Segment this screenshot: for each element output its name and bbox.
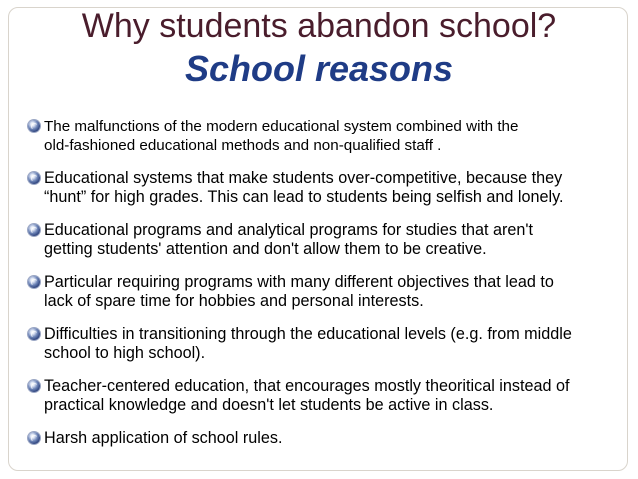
bullet-line: lack of spare time for hobbies and personal interests. (44, 292, 424, 310)
bullet-item-over-competitive (26, 169, 626, 207)
bullet-line: Educational programs and analytical programs for studies that aren't (44, 221, 533, 239)
bullet-list (26, 117, 626, 462)
bullet-item-system-malfunctions (26, 117, 626, 155)
swirl-bullet-icon (28, 224, 40, 236)
bullet-item-programs-attention (26, 221, 626, 259)
bullet-line: “hunt” for high grades. This can lead to students being selfish and lonely. (44, 188, 564, 206)
swirl-bullet-icon (28, 328, 40, 340)
bullet-line: getting students' attention and don't allow them to be creative. (44, 240, 487, 258)
swirl-bullet-icon (28, 120, 40, 132)
bullet-line: Harsh application of school rules. (44, 429, 283, 447)
bullet-item-school-rules (26, 429, 626, 448)
bullet-line: Particular requiring programs with many different objectives that lead to (44, 273, 554, 291)
bullet-line: Teacher-centered education, that encourages mostly theoritical instead of (44, 377, 570, 395)
bullet-item-teacher-centered (26, 377, 626, 415)
slide-title: Why students abandon school? (81, 7, 557, 45)
swirl-bullet-icon (28, 380, 40, 392)
swirl-bullet-icon (28, 432, 40, 444)
bullet-line: practical knowledge and doesn't let students be active in class. (44, 396, 494, 414)
bullet-line: Educational systems that make students over-competitive, because they (44, 169, 563, 187)
swirl-bullet-icon (28, 172, 40, 184)
swirl-bullet-icon (28, 276, 40, 288)
bullet-line: Difficulties in transitioning through the educational levels (e.g. from middle (44, 325, 572, 343)
bullet-item-transitioning (26, 325, 626, 363)
slide-subtitle: School reasons (184, 48, 454, 89)
bullet-line: school to high school). (44, 344, 206, 362)
bullet-line: old-fashioned educational methods and non-qualified staff . (44, 137, 442, 154)
bullet-item-spare-time (26, 273, 626, 311)
bullet-line: The malfunctions of the modern educational system combined with the (44, 118, 519, 135)
